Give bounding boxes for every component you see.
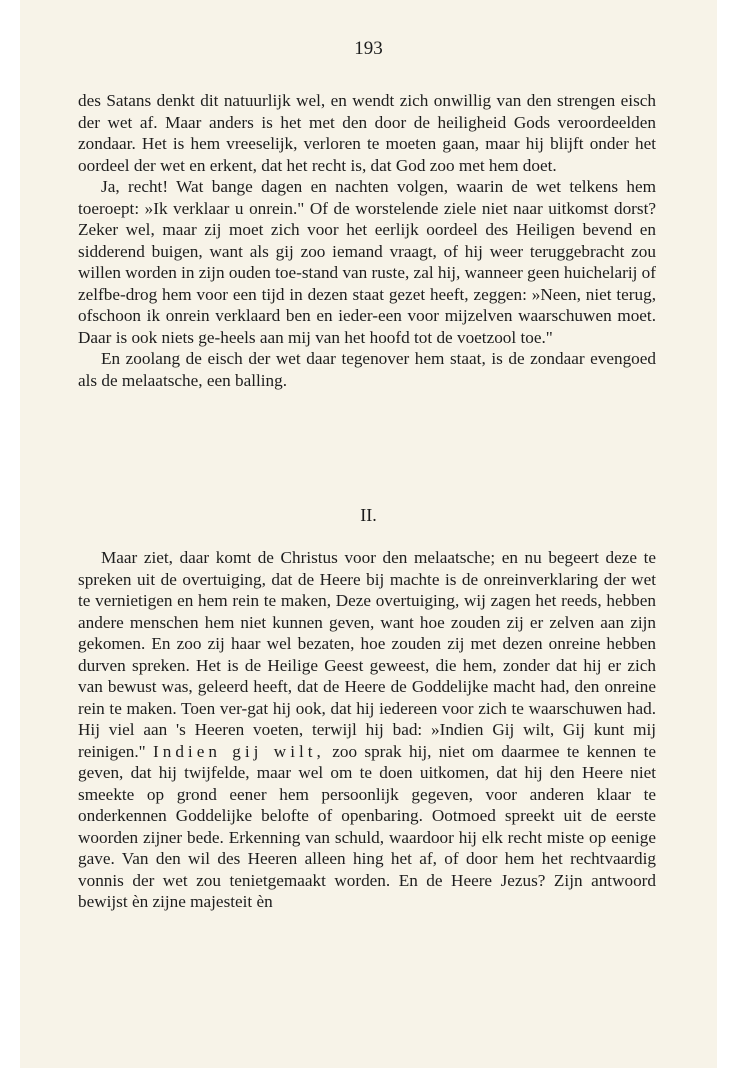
book-page — [20, 0, 717, 1068]
text-block-bottom — [78, 547, 656, 913]
paragraph-4-before-spaced: Maar ziet, daar komt de Christus voor den melaatsche; en nu begeert deze te spreken uit de overtuiging, dat de Heere bij machte is de onreinverklaring der wet te vernietigen en hem rein te maken, Deze overtuiging, wij zagen het reeds, hebben andere menschen hem niet kunnen geven, want hoe zouden zij er zelven aan zijn gekomen. En zoo zij haar wel bezaten, hoe zouden zij met dezen onreine hebben durven spreken. Het is de Heilige Geest geweest, die hem, zonder dat hij er zich van bewust was, geleerd heeft, dat de Heere de Goddelijke macht had, den onreine rein te maken. Toen ver-gat hij ook, dat hij iedereen voor zich te waarschuwen had. Hij viel aan 's Heeren voeten, terwijl hij bad: »Indien Gij wilt, Gij kunt mij reinigen." — [78, 548, 656, 761]
paragraph-4-after-spaced: zoo sprak hij, niet om daarmee te kennen te geven, dat hij twijfelde, maar wel om te doen uitkomen, dat hij den Heere niet smeekte op grond eener hem persoonlijk gegeven, voor anderen klaar te onderkennen Goddelijke belofte of openbaring. Ootmoed spreekt uit de eerste woorden zijner bede. Erkenning van schuld, waardoor hij elk recht miste op eenige gave. Van den wil des Heeren alleen hing het af, of door hem het rechtvaardig vonnis der wet zou tenietgemaakt worden. En de Heere Jezus? Zijn antwoord bewijst èn zijne majesteit èn — [78, 741, 657, 911]
paragraph-4 — [78, 547, 656, 913]
spaced-emphasis: Indien gij wilt, — [153, 741, 325, 761]
page-number: 193 — [354, 38, 383, 59]
paragraph-2: Ja, recht! Wat bange dagen en nachten volgen, waarin de wet telkens hem toeroept: »Ik verklaar u onrein." Of de worstelende ziele niet naar uitkomst dorst? Zeker wel, maar zij moet zich voor het eerlijk oordeel des Heiligen bevend en sidderend buigen, want als gij zoo iemand vraagt, of hij weer teruggebracht zou willen worden in zijn ouden toe-stand van ruste, zal hij, wanneer geen huichelarij of zelfbe-drog hem voor een tijd in dezen staat gezet heeft, zeggen: »Neen, niet terug, ofschoon ik onrein verklaard ben en ieder-een voor mijzelven waarschuwen moet. Daar is ook niets ge-heels aan mij van het hoofd tot de voetzool toe." — [78, 177, 656, 347]
paragraph-1: des Satans denkt dit natuurlijk wel, en wendt zich onwillig van den strengen eisch der wet af. Maar anders is het met den door de heiligheid Gods veroordeelden zondaar. Het is hem vreeselijk, verloren te moeten gaan, maar hij blijft onder het oordeel der wet en erkent, dat het recht is, dat God zoo met hem doet. — [78, 91, 656, 175]
section-heading: II. — [360, 505, 377, 525]
paragraph-3: En zoolang de eisch der wet daar tegenover hem staat, is de zondaar evengoed als de melaatsche, een balling. — [78, 349, 656, 390]
text-block-top — [78, 90, 656, 391]
